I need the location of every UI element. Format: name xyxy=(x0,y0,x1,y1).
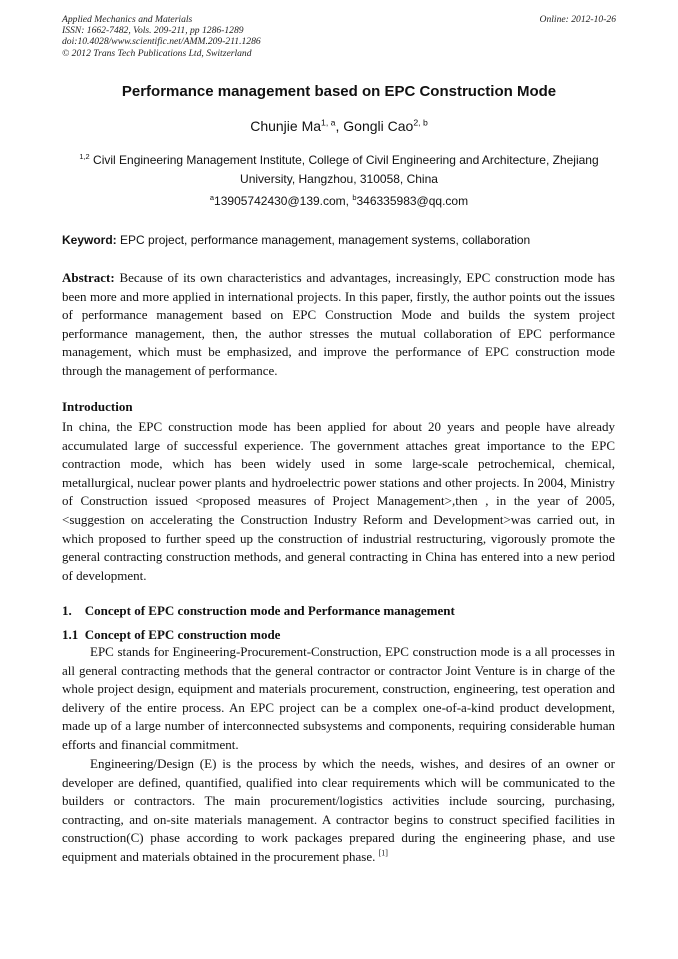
introduction-heading: Introduction xyxy=(62,399,133,414)
online-date: Online: 2012-10-26 xyxy=(539,14,616,25)
abstract xyxy=(62,269,615,381)
affiliation-sup: 1,2 xyxy=(79,152,90,161)
section-1-1-para-1: EPC stands for Engineering-Procurement-Construction, EPC construction mode is a all processes in all general contracting methods that the general contractor or contractor Joint Venture is in charge of the whole project design, equipment and materials procurement, construction, engineering, test operation and delivery of the entire process. An EPC project can be a complex one-of-a-kind product development, made up of a large number of interconnected subsystems and components, requiring considerable human efforts and financial commitment. xyxy=(62,644,615,752)
section-1-1-para-2-text: Engineering/Design (E) is the process by which the needs, wishes, and desires of an owner or developer are defined, quantified, qualified into clear requirements which will be communicated to the builders or contractors. The main procurement/logistics activities include sourcing, purchasing, contracting, and on-site materials management. A contractor begins to construct specified facilities in construction(C) phase according to work packages prepared during the engineering phase, and use equipment and materials obtained in the procurement phase. xyxy=(62,756,615,864)
email-a[interactable]: 13905742430@139.com xyxy=(214,194,346,208)
keywords-text: EPC project, performance management, management systems, collaboration xyxy=(116,233,531,247)
author-2-name: Gongli Cao xyxy=(343,118,414,134)
email-separator: , xyxy=(345,194,353,208)
citation-ref[interactable]: [1] xyxy=(378,848,388,858)
journal-header xyxy=(62,14,616,59)
abstract-text: Because of its own characteristics and advantages, increasingly, EPC construction mode has been more and more applied in international projects. In this paper, firstly, the author points out the issues of performance management based on EPC Construction Mode and builds the system project performance management, then, the author stresses the mutual collaboration of EPC performance management, which must be emphasized, and improve the performance of EPC construction mode through the management of performance. xyxy=(62,270,615,378)
section-1-heading: 1. Concept of EPC construction mode and Performance management xyxy=(62,603,455,618)
email-b-sup: b xyxy=(352,193,357,202)
email-b[interactable]: 346335983@qq.com xyxy=(356,194,469,208)
section-1-1-para-2 xyxy=(62,755,615,867)
keywords-label: Keyword: xyxy=(62,233,117,247)
affiliation xyxy=(62,151,616,189)
email-line xyxy=(62,194,616,208)
affiliation-text: Civil Engineering Management Institute, College of Civil Engineering and Architecture, Zhejiang University, Hangzhou, 310058, China xyxy=(89,153,599,186)
introduction-text: In china, the EPC construction mode has been applied for about 20 years and people have already accumulated large of successful experience. The government attaches great importance to the EPC contraction mode, which has been widely used in some large-scale petrochemical, chemical, metallurgical, nuclear power plants and hydroelectric power stations and other projects. In 2004, Ministry of Construction issued <proposed measures of Project Management>,then , in the year of 2005, <suggestion on accelerating the Construction Industry Reform and Development>was carried out, in which proposed to further speed up the construction of industrial restructuring, vigorously promote the general contracting construction methods, and general contracting in China has entered into a new period of development. xyxy=(62,419,615,583)
abstract-label: Abstract: xyxy=(62,270,115,285)
author-separator: , xyxy=(335,118,344,134)
author-line xyxy=(62,118,616,134)
author-1-sup: 1, a xyxy=(321,117,336,128)
section-1-1-heading: 1.1 Concept of EPC construction mode xyxy=(62,627,281,642)
doi-line: doi:10.4028/www.scientific.net/AMM.209-211.1286 xyxy=(62,36,261,48)
keywords xyxy=(62,233,616,247)
author-1-name: Chunjie Ma xyxy=(250,118,322,134)
email-a-sup: a xyxy=(209,193,215,202)
paper-title: Performance management based on EPC Construction Mode xyxy=(121,83,557,100)
journal-name: Applied Mechanics and Materials xyxy=(62,14,193,25)
author-2-sup: 2, b xyxy=(413,117,428,128)
copyright-line: © 2012 Trans Tech Publications Ltd, Switzerland xyxy=(62,47,252,59)
issn-line: ISSN: 1662-7482, Vols. 209-211, pp 1286-1289 xyxy=(62,25,244,37)
